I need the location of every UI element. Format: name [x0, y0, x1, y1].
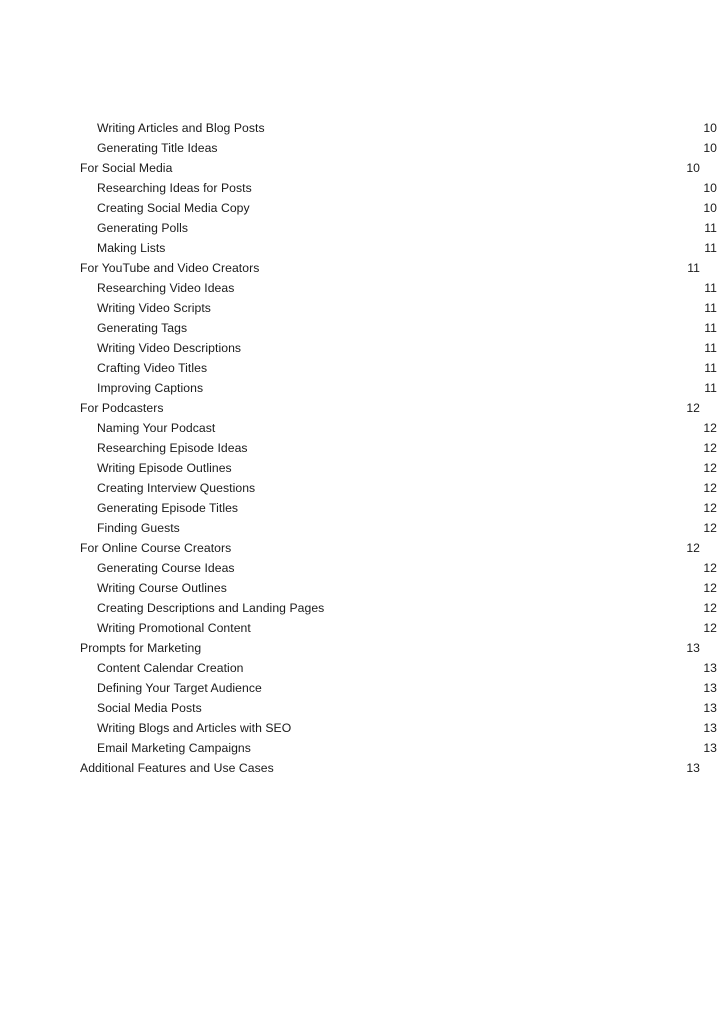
- toc-entry[interactable]: [80, 198, 717, 218]
- toc-entry-title: Writing Video Descriptions: [97, 341, 242, 355]
- dot-leader: [239, 500, 703, 512]
- toc-entry-page-number: 12: [703, 461, 717, 475]
- toc-entry[interactable]: [80, 438, 717, 458]
- dot-leader: [248, 440, 703, 452]
- toc-entry-title: For Online Course Creators: [80, 541, 232, 555]
- dot-leader: [202, 700, 703, 712]
- toc-entry[interactable]: [80, 338, 717, 358]
- toc-entry-page-number: 11: [704, 361, 717, 375]
- toc-entry-page-number: 11: [704, 221, 717, 235]
- dot-leader: [244, 660, 703, 672]
- toc-entry[interactable]: [80, 598, 717, 618]
- toc-entry[interactable]: [80, 278, 717, 298]
- dot-leader: [256, 480, 703, 492]
- dot-leader: [173, 160, 686, 172]
- toc-entry-page-number: 11: [704, 281, 717, 295]
- toc-entry[interactable]: [80, 498, 717, 518]
- toc-entry-page-number: 13: [703, 721, 717, 735]
- toc-entry-page-number: 13: [703, 701, 717, 715]
- toc-entry[interactable]: [80, 378, 717, 398]
- dot-leader: [274, 760, 686, 772]
- dot-leader: [189, 220, 704, 232]
- toc-entry[interactable]: [80, 318, 717, 338]
- toc-entry[interactable]: [80, 478, 717, 498]
- toc-entry-title: Generating Title Ideas: [97, 141, 218, 155]
- toc-entry-title: Improving Captions: [97, 381, 204, 395]
- toc-entry-title: Content Calendar Creation: [97, 661, 244, 675]
- toc-entry-title: Additional Features and Use Cases: [80, 761, 274, 775]
- toc-entry[interactable]: [80, 158, 700, 178]
- toc-entry[interactable]: [80, 738, 717, 758]
- toc-entry-title: For Podcasters: [80, 401, 164, 415]
- toc-entry[interactable]: [80, 358, 717, 378]
- toc-entry[interactable]: [80, 638, 700, 658]
- toc-entry[interactable]: [80, 558, 717, 578]
- toc-entry-title: Defining Your Target Audience: [97, 681, 262, 695]
- toc-entry-title: Generating Polls: [97, 221, 189, 235]
- dot-leader: [260, 260, 687, 272]
- toc-entry-title: Prompts for Marketing: [80, 641, 202, 655]
- toc-entry-page-number: 13: [686, 641, 700, 655]
- dot-leader: [242, 340, 704, 352]
- toc-entry[interactable]: [80, 238, 717, 258]
- toc-entry-title: For YouTube and Video Creators: [80, 261, 260, 275]
- toc-entry-title: Researching Episode Ideas: [97, 441, 248, 455]
- toc-entry-title: For Social Media: [80, 161, 173, 175]
- dot-leader: [208, 360, 704, 372]
- toc-entry-title: Writing Promotional Content: [97, 621, 251, 635]
- toc-entry-page-number: 13: [703, 741, 717, 755]
- toc-entry-title: Creating Descriptions and Landing Pages: [97, 601, 325, 615]
- toc-entry-title: Email Marketing Campaigns: [97, 741, 251, 755]
- dot-leader: [235, 280, 704, 292]
- toc-entry-page-number: 12: [686, 401, 700, 415]
- toc-entry[interactable]: [80, 418, 717, 438]
- dot-leader: [325, 600, 703, 612]
- toc-entry-page-number: 11: [704, 341, 717, 355]
- toc-entry-page-number: 11: [704, 241, 717, 255]
- dot-leader: [232, 540, 686, 552]
- toc-entry[interactable]: [80, 458, 717, 478]
- toc-entry-page-number: 11: [687, 261, 700, 275]
- toc-entry-page-number: 13: [686, 761, 700, 775]
- toc-entry-title: Social Media Posts: [97, 701, 202, 715]
- toc-entry-title: Making Lists: [97, 241, 166, 255]
- toc-entry-page-number: 12: [703, 621, 717, 635]
- toc-entry-page-number: 12: [703, 581, 717, 595]
- toc-entry[interactable]: [80, 658, 717, 678]
- dot-leader: [218, 140, 703, 152]
- toc-entry-title: Finding Guests: [97, 521, 180, 535]
- toc-entry[interactable]: [80, 698, 717, 718]
- toc-entry-title: Writing Blogs and Articles with SEO: [97, 721, 292, 735]
- toc-entry-title: Creating Social Media Copy: [97, 201, 250, 215]
- table-of-contents: [80, 118, 717, 778]
- dot-leader: [188, 320, 704, 332]
- toc-entry-title: Writing Articles and Blog Posts: [97, 121, 265, 135]
- toc-entry-page-number: 12: [703, 481, 717, 495]
- dot-leader: [164, 400, 686, 412]
- toc-entry-title: Creating Interview Questions: [97, 481, 256, 495]
- toc-entry-page-number: 10: [686, 161, 700, 175]
- toc-entry-title: Generating Tags: [97, 321, 188, 335]
- toc-entry-title: Naming Your Podcast: [97, 421, 216, 435]
- dot-leader: [211, 300, 703, 312]
- dot-leader: [202, 640, 686, 652]
- toc-entry-page-number: 10: [703, 121, 717, 135]
- toc-entry-page-number: 10: [703, 201, 717, 215]
- toc-entry-title: Researching Video Ideas: [97, 281, 235, 295]
- toc-entry-title: Writing Episode Outlines: [97, 461, 232, 475]
- toc-entry-page-number: 13: [703, 681, 717, 695]
- toc-entry[interactable]: [80, 258, 700, 278]
- dot-leader: [252, 180, 703, 192]
- toc-entry[interactable]: [80, 718, 717, 738]
- dot-leader: [292, 720, 703, 732]
- dot-leader: [251, 620, 702, 632]
- toc-entry-title: Crafting Video Titles: [97, 361, 208, 375]
- dot-leader: [262, 680, 702, 692]
- toc-entry-title: Writing Video Scripts: [97, 301, 211, 315]
- dot-leader: [265, 120, 703, 132]
- dot-leader: [227, 580, 702, 592]
- toc-entry[interactable]: [80, 678, 717, 698]
- dot-leader: [251, 740, 702, 752]
- toc-entry-page-number: 12: [703, 441, 717, 455]
- toc-entry-page-number: 11: [704, 381, 717, 395]
- toc-entry-page-number: 12: [703, 521, 717, 535]
- dot-leader: [232, 460, 703, 472]
- toc-entry-page-number: 11: [704, 301, 717, 315]
- toc-entry[interactable]: [80, 518, 717, 538]
- dot-leader: [235, 560, 703, 572]
- toc-entry[interactable]: [80, 218, 717, 238]
- toc-entry-title: Generating Episode Titles: [97, 501, 239, 515]
- toc-entry-page-number: 13: [703, 661, 717, 675]
- toc-entry-page-number: 10: [703, 141, 717, 155]
- toc-entry-page-number: 12: [703, 601, 717, 615]
- toc-entry[interactable]: [80, 578, 717, 598]
- toc-entry[interactable]: [80, 118, 717, 138]
- dot-leader: [204, 380, 704, 392]
- toc-entry-page-number: 10: [703, 181, 717, 195]
- toc-entry[interactable]: [80, 758, 700, 778]
- toc-entry[interactable]: [80, 538, 700, 558]
- toc-entry-title: Writing Course Outlines: [97, 581, 227, 595]
- toc-entry-page-number: 11: [704, 321, 717, 335]
- toc-entry-page-number: 12: [703, 501, 717, 515]
- toc-entry-title: Generating Course Ideas: [97, 561, 235, 575]
- toc-entry-page-number: 12: [686, 541, 700, 555]
- toc-entry[interactable]: [80, 298, 717, 318]
- dot-leader: [166, 240, 704, 252]
- toc-entry-page-number: 12: [703, 421, 717, 435]
- toc-entry[interactable]: [80, 178, 717, 198]
- dot-leader: [216, 420, 703, 432]
- dot-leader: [250, 200, 703, 212]
- toc-entry[interactable]: [80, 618, 717, 638]
- toc-entry-title: Researching Ideas for Posts: [97, 181, 252, 195]
- toc-entry[interactable]: [80, 138, 717, 158]
- toc-entry-page-number: 12: [703, 561, 717, 575]
- dot-leader: [180, 520, 702, 532]
- toc-entry[interactable]: [80, 398, 700, 418]
